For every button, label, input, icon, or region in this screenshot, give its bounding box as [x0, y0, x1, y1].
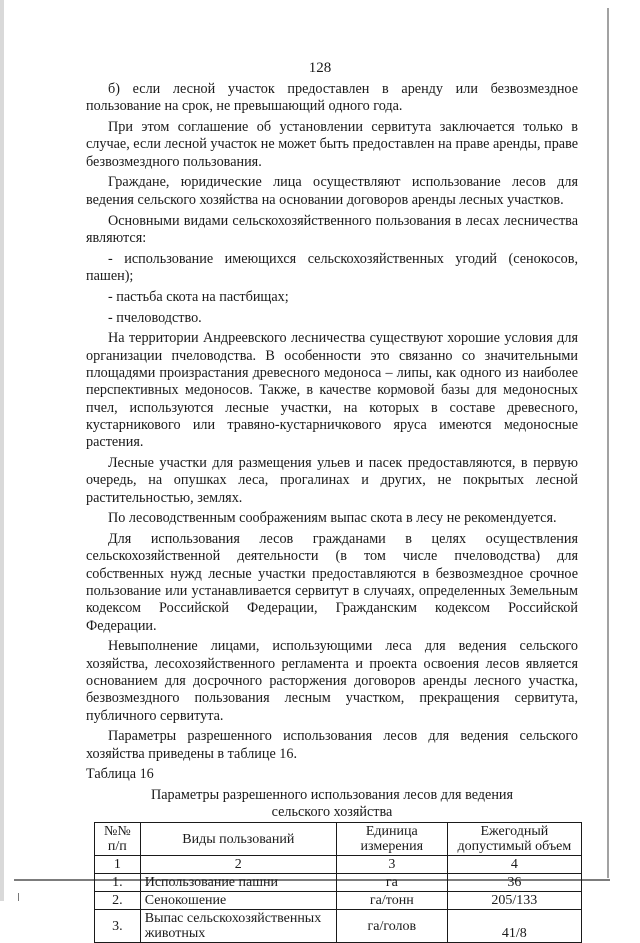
row-kind: Использование пашни	[140, 874, 336, 892]
paragraph: Невыполнение лицами, использующими леса для ведения сельского хозяйства, лесохозяйственного регламента и проекта освоения лесов является основанием для досрочного расторжения договоров аренды лесного участка, безвозмездного пользования лесным участком, прекращения сервитута, публичного сервитута.	[86, 638, 578, 724]
row-unit: га/тонн	[336, 892, 447, 910]
page-number: 128	[308, 60, 332, 76]
header-volume: Ежегодный допустимый объем	[447, 823, 581, 856]
header-number: №№ п/п	[95, 823, 141, 856]
document-body	[86, 81, 578, 943]
table-column-numbers-row	[95, 856, 582, 874]
row-volume: 36	[447, 874, 581, 892]
row-volume: 205/133	[447, 892, 581, 910]
row-kind: Выпас сельскохозяйственных животных	[140, 910, 336, 943]
bullet-item: - пастьба скота на пастбищах;	[108, 288, 289, 305]
row-number: 3.	[95, 910, 141, 943]
scan-edge-left	[0, 0, 4, 901]
row-kind: Сенокошение	[140, 892, 336, 910]
row-unit: га	[336, 874, 447, 892]
table-row	[95, 874, 582, 892]
table-title-line: Параметры разрешенного использования лесов для ведения	[150, 787, 514, 804]
paragraph: Лесные участки для размещения ульев и пасек предоставляются, в первую очередь, на опушках леса, прогалинах и других, не покрытых лесной растительностью, землях.	[86, 454, 578, 506]
table-caption: Таблица 16	[86, 766, 154, 783]
paragraph: Основными видами сельскохозяйственного пользования в лесах лесничества являются:	[86, 212, 578, 246]
paragraph: Для использования лесов гражданами в целях осуществления сельскохозяйственной деятельности (в том числе пчеловодства) для собственных нужд лесные участки предоставляются в безвозмездное срочное пользование или устанавливается сервитут в случаях, определенных Земельным кодексом Российской Федерации, Гражданским кодексом Российской Федерации.	[86, 531, 578, 634]
table-title	[86, 787, 578, 820]
paragraph: При этом соглашение об установлении сервитута заключается только в случае, если лесной участок не может быть предоставлен на праве аренды, праве безвозмездного пользования.	[86, 119, 578, 170]
scan-tick-mark	[18, 893, 19, 901]
header-unit: Единица измерения	[336, 823, 447, 856]
paragraph: На территории Андреевского лесничества существуют хорошие условия для организации пчеловодства. В особенности это связанно со значительными площадями произрастания древесного медоноса – липы, как одного из наиболее перспективных медоносов. Также, в качестве кормовой базы для медоносных пчел, используются лесные участки, на которых в составе древесного, кустарникового или травяно-кустарничкового яруса имеются медоносные растения.	[86, 330, 578, 451]
paragraph: б) если лесной участок предоставлен в аренду или безвозмездное пользование на срок, не превышающий одного года.	[86, 81, 578, 115]
paragraph: По лесоводственным соображениям выпас скота в лесу не рекомендуется.	[108, 510, 557, 527]
scan-edge-right	[607, 8, 609, 878]
paragraph: Параметры разрешенного использования лесов для ведения сельского хозяйства приведены в таблице 16.	[86, 728, 578, 762]
row-volume: 41/8	[447, 910, 581, 943]
table-header-row	[95, 823, 582, 856]
bullet-item: - пчеловодство.	[108, 309, 202, 326]
paragraph: Граждане, юридические лица осуществляют использование лесов для ведения сельского хозяйства на основании договоров аренды лесных участков.	[86, 174, 578, 208]
header-kind: Виды пользований	[140, 823, 336, 856]
column-number: 4	[447, 856, 581, 874]
bullet-item: - использование имеющихся сельскохозяйственных угодий (сенокосов, пашен);	[86, 250, 578, 284]
column-number: 1	[95, 856, 141, 874]
column-number: 3	[336, 856, 447, 874]
column-number: 2	[140, 856, 336, 874]
row-number: 2.	[95, 892, 141, 910]
row-number: 1.	[95, 874, 141, 892]
row-unit: га/голов	[336, 910, 447, 943]
table-title-line: сельского хозяйства	[271, 803, 393, 820]
parameters-table	[94, 822, 582, 943]
table-row	[95, 910, 582, 943]
